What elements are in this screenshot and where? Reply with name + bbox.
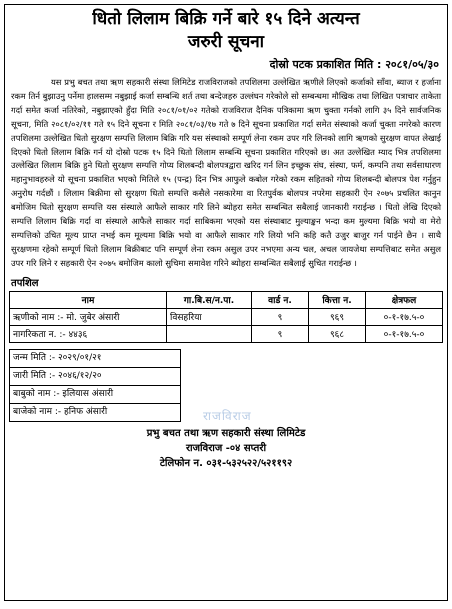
col-header-plot: कित्ता न. xyxy=(309,291,366,308)
cell-plot: ९६८ xyxy=(309,325,366,342)
watermark: राजविराज xyxy=(203,409,252,423)
cell-ward: ९ xyxy=(252,308,309,325)
notice-title: धितो लिलाम बिक्रि गर्ने बारे १५ दिने अत्यन्त xyxy=(92,9,360,29)
footer-org-name: प्रभु बचत तथा ऋण सहकारी संस्था लिमिटेड xyxy=(146,427,306,439)
col-header-name: नाम xyxy=(10,291,167,308)
cell-area: ०-१-१७.५-० xyxy=(366,325,443,342)
table-row xyxy=(10,325,443,342)
published-date: दोस्रो पटक प्रकाशित मिति : २०८१/०५/३० xyxy=(269,58,439,71)
col-header-ward: वार्ड न. xyxy=(252,291,309,308)
details-table xyxy=(9,291,443,343)
info-grandfather-name: बाजेको नाम :- हनिफ अंसारी xyxy=(9,404,181,422)
col-header-municipality: गा.बि.स/न.पा. xyxy=(167,291,252,308)
info-birth-date: जन्म मिति :- २०२९/०१/२१ xyxy=(9,349,181,368)
notice-page xyxy=(4,4,448,601)
notice-body: यस प्रभु बचत तथा ऋण सहकारी संस्था लिमिटेड राजविराजको तपशिलमा उल्लेखित ऋणीले लिएको कर्जाको साँवा, ब्याज र हर्जाना रकम तिर्न बुझाउनु पर्नेमा हालसम्म नबुझाई कर्जा सम्बन्धि शर्त तथा बन्देजहरु उल्लंघन गरेकोले सो सम्बन्धमा मौखिक तथा लिखित पत्राचार ताकेता गर्दा समेत कर्जा नतिरेको, नबुझाएको हुँदा मिति २०८१/०१/०२ गतेको राजविराज दैनिक पत्रिकामा ऋण चुक्ता गर्नको लागि ३५ दिने सार्वजनिक सूचना, मिति २०८१/०२/११ गते १५ दिने सूचना र मिति २०८१/०३/१७ गते ७ दिने सूचना प्रकाशित गर्दा समेत संस्थाको कर्जा चुक्ता नगरेको कारण तपशिलमा उल्लेखित धितो सुरक्षण सम्पत्ति लिलाम बिक्रि गरि यस संस्थाको सम्पूर्ण लेना रकम उपर गरि लिनको लागि ऋणको सुरक्षण वापत लेखाई दिएको धितो लिलाम बिक्रि गर्न यो दोस्रो पटक १५ दिने धितो लिलाम सम्बन्धि सूचना प्रकाशित गरिएको छ। अत उल्लेखित म्याद भित्र तपशिलमा उल्लेखित लिलाम बिक्रि हुने धितो सुरक्षण सम्पत्ति गोप्य शिलबन्दी बोलपत्रद्वारा खरिद गर्न लिन इच्छुक संघ, संस्था, फर्म, कम्पनि तथा सर्वसाधारण महानुभावहरुले यो सूचना प्रकाशित भएको मितिले १५ (पन्द्र) दिन भित्र आफुले कबोल गरेको रकम सहितको गोप्य शिलबन्दी बोलपत्र पेश गर्नुहुन अनुरोध गर्दछौं । लिलाम बिक्रीमा सो सुरक्षण धितो सम्पत्ति कसैले नसकारेमा वा रितपुर्वक बोलपत्र नपरेमा सहकारी ऐन २०७५ प्रचलित कानुन बमोजिम धितो सुरक्षण सम्पत्ति यस संस्थाले आफैले साकार गरि लिने ब्योहरा समेत सम्बन्धित सबैलाई जानकारी गराईन्छ । धितो लेखि दिएको सम्पत्ति लिलाम बिक्रि गर्दा वा संस्थाले आफैले साकार गर्दा साबिकमा भएको यस संस्थाबाट मुल्याङ्कन भन्दा कम मुल्यमा बिक्रि भयो वा मेरो सम्पत्तिको उचित मूल्य प्राप्त नभई कम मूल्यमा बिक्रि भयो वा आफैले साकार गरि लियो भनि कहि कतै उजुर बाजुर गर्न पाईने छैन । साथै सुरक्षणमा रहेको सम्पूर्ण धितो लिलाम बिक्रीबाट पनि सम्पूर्ण लेना रकम असुल उपर नभएमा अन्य चल, अचल जायजेथा सम्पत्तिबाट समेत असुल उपर गरि लिने र सहकारी ऐन २०७५ बमोजिम कालो सुचिमा समावेश गरिने ब्योहरा सम्बन्धित सबैलाई सुचित गराईन्छ । xyxy=(11,77,441,268)
notice-subtitle: जरुरी सूचना xyxy=(187,32,265,52)
footer-phone: टेलिफोन न. ०३१-५३२५२२/५२११९२ xyxy=(159,457,293,469)
info-issue-date: जारी मिति :- २०४६/१२/२० xyxy=(9,368,181,386)
cell-plot: ९६९ xyxy=(309,308,366,325)
footer xyxy=(5,426,447,471)
cell-ward: ९ xyxy=(252,325,309,342)
table-row xyxy=(10,308,443,325)
col-header-area: क्षेत्रफल xyxy=(366,291,443,308)
info-father-name: बाबुको नाम :- इलियास अंसारी xyxy=(9,386,181,404)
cell-area: ०-१-१७.५-० xyxy=(366,308,443,325)
cell-name: नागरिकता न. :- ४४३६ xyxy=(10,325,167,342)
cell-municipality: विसहरिया xyxy=(167,308,252,325)
cell-name: ऋणीको नाम :- मो. जुबेर अंसारी xyxy=(10,308,167,325)
details-section-label: तपशिल xyxy=(11,277,39,289)
table-header-row xyxy=(10,291,443,308)
cell-municipality xyxy=(167,325,252,342)
footer-address: राजविराज -०४ सप्तरी xyxy=(185,442,267,454)
